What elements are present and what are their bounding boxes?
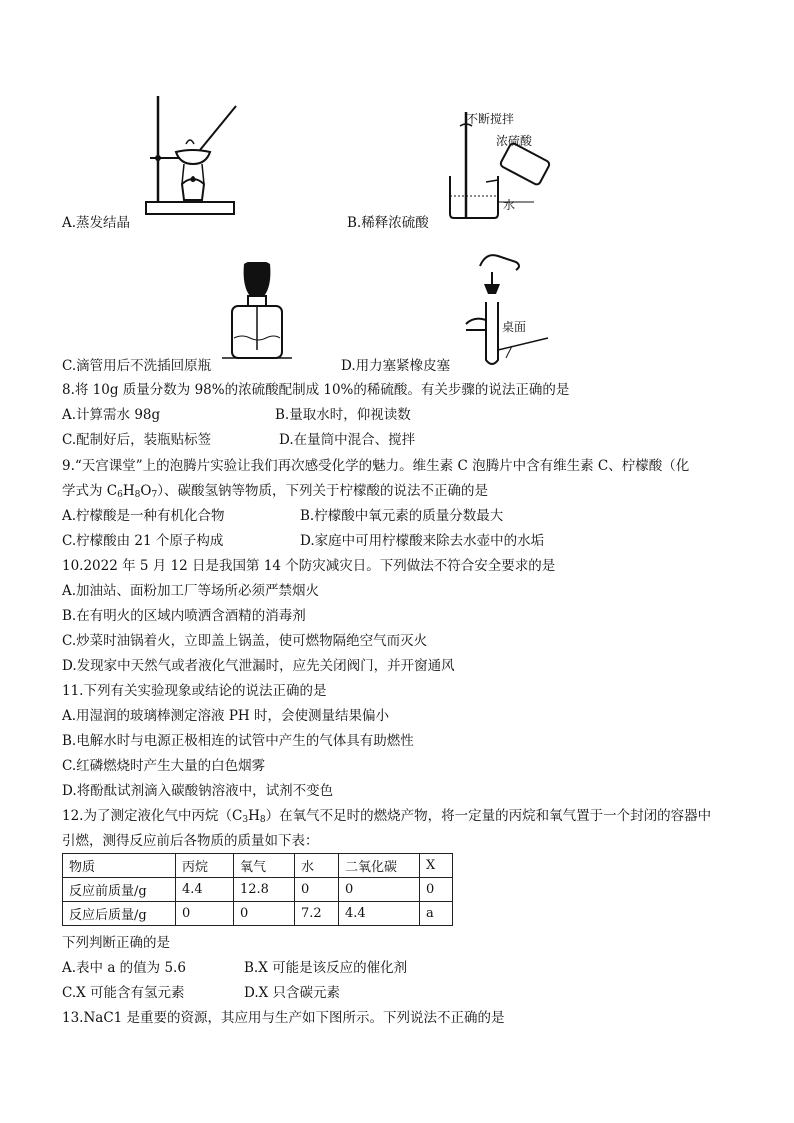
- q10-option-c: C.炒菜时油锅着火，立即盖上锅盖，使可燃物隔绝空气而灭火: [62, 633, 428, 649]
- table-header-cell: X: [420, 854, 453, 878]
- q9-option-b: B.柠檬酸中氧元素的质量分数最大: [300, 508, 504, 524]
- label-table: 桌面: [502, 320, 527, 334]
- q8-option-d: D.在量筒中混合、搅拌: [279, 432, 416, 448]
- table-header-cell: 氧气: [234, 854, 295, 878]
- q10-option-b: B.在有明火的区域内喷洒含酒精的消毒剂: [62, 608, 306, 624]
- table-cell: 反应前质量/g: [63, 878, 176, 902]
- table-cell: 0: [420, 878, 453, 902]
- table-header-cell: 物质: [63, 854, 176, 878]
- table-cell: 0: [176, 902, 234, 926]
- q10-stem: 10.2022 年 5 月 12 日是我国第 14 个防灾减灾日。下列做法不符合安全要求的是: [62, 558, 556, 574]
- q11-option-c: C.红磷燃烧时产生大量的白色烟雾: [62, 758, 266, 774]
- q9-option-a: A.柠檬酸是一种有机化合物: [62, 508, 225, 524]
- table-cell: 4.4: [176, 878, 234, 902]
- table-cell: a: [420, 902, 453, 926]
- table-cell: 反应后质量/g: [63, 902, 176, 926]
- table-row: [63, 878, 453, 902]
- label-water: 水: [503, 198, 516, 212]
- q12-option-c: C.X 可能含有氢元素: [62, 985, 185, 1001]
- figure-b-caption: B.稀释浓硫酸: [347, 215, 429, 231]
- q12-option-d: D.X 只含碳元素: [244, 985, 341, 1001]
- evaporation-apparatus-figure: [140, 92, 240, 220]
- q12-stem-line1: 12.为了测定液化气中丙烷$(C_3H_8)$在氧气不足时的燃烧产物，将一定量的丙烷和氧气置于一个封闭的容器中: [62, 808, 712, 825]
- q13-stem: 13.NaC1 是重要的资源，其应用与生产如下图所示。下列说法不正确的是: [62, 1010, 505, 1026]
- q10-option-a: A.加油站、面粉加工厂等场所必须严禁烟火: [62, 583, 320, 599]
- table-cell: 7.2: [295, 902, 339, 926]
- propane-formula: $C_3H_8$: [231, 808, 266, 825]
- table-cell: 4.4: [339, 902, 420, 926]
- q9-option-c: C.柠檬酸由 21 个原子构成: [62, 533, 224, 549]
- q9-stem-line1: 9.“天宫课堂”上的泡腾片实验让我们再次感受化学的魅力。维生素 C 泡腾片中含有维生素 C、柠檬酸（化: [62, 458, 690, 474]
- q11-option-a: A.用湿润的玻璃棒测定溶液 PH 时，会使测量结果偏小: [62, 708, 389, 724]
- q11-option-b: B.电解水时与电源正极相连的试管中产生的气体具有助燃性: [62, 733, 414, 749]
- q12-stem-line2: 引燃，测得反应前后各物质的质量如下表：: [62, 833, 319, 849]
- label-concentrated-acid: 浓硫酸: [496, 134, 533, 148]
- figure-d-caption: D.用力塞紧橡皮塞: [341, 358, 451, 374]
- mass-table: [62, 853, 453, 926]
- figure-a-caption: A.蒸发结晶: [62, 215, 131, 231]
- table-header-cell: 丙烷: [176, 854, 234, 878]
- q11-stem: 11.下列有关实验现象或结论的说法正确的是: [62, 683, 327, 699]
- citric-acid-formula: $C_6H_8O_7$: [106, 483, 158, 500]
- figure-c-caption: C.滴管用后不洗插回原瓶: [62, 358, 212, 374]
- q8-stem: 8.将 10g 质量分数为 98%的浓硫酸配制成 10%的稀硫酸。有关步骤的说法正确的是: [62, 382, 570, 398]
- q9-stem-line2: 学式为 $C_6H_8O_7$）、碳酸氢钠等物质，下列关于柠檬酸的说法不正确的是: [62, 483, 488, 500]
- q8-option-b: B.量取水时，仰视读数: [275, 407, 411, 423]
- rubber-stopper-figure: [460, 246, 550, 370]
- table-row: [63, 902, 453, 926]
- q8-option-a: A.计算需水 98g: [62, 407, 161, 423]
- table-cell: 12.8: [234, 878, 295, 902]
- table-header-row: [63, 854, 453, 878]
- q12-option-a: A.表中 a 的值为 5.6: [62, 960, 186, 976]
- q12-option-b: B.X 可能是该反应的催化剂: [244, 960, 408, 976]
- dropper-bottle-figure: [222, 262, 292, 362]
- label-stir: 不断搅拌: [466, 112, 515, 126]
- q9-option-d: D.家庭中可用柠檬酸来除去水壶中的水垢: [300, 533, 545, 549]
- table-header-cell: 二氧化碳: [339, 854, 420, 878]
- q12-after-table: 下列判断正确的是: [62, 935, 170, 951]
- table-cell: 0: [295, 878, 339, 902]
- table-header-cell: 水: [295, 854, 339, 878]
- q10-option-d: D.发现家中天然气或者液化气泄漏时，应先关闭阀门，并开窗通风: [62, 658, 455, 674]
- q11-option-d: D.将酚酞试剂滴入碳酸钠溶液中，试剂不变色: [62, 783, 334, 799]
- q8-option-c: C.配制好后，装瓶贴标签: [62, 432, 212, 448]
- table-cell: 0: [234, 902, 295, 926]
- table-cell: 0: [339, 878, 420, 902]
